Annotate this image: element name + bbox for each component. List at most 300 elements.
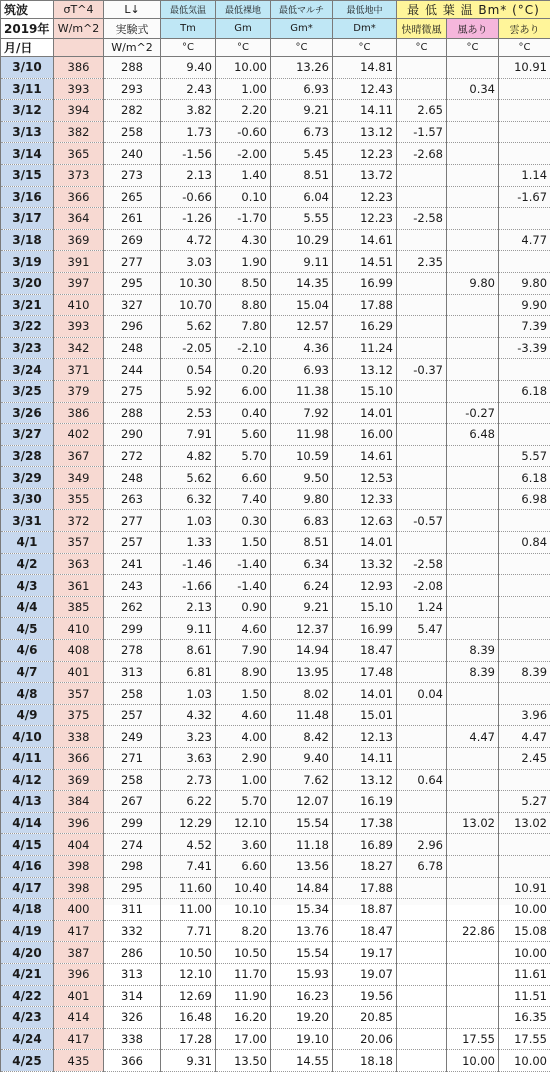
- leaf-clear-calm-cell: 6.78: [397, 855, 447, 877]
- longwave-cell: 272: [104, 445, 161, 467]
- header-l-unit: W/m^2: [104, 39, 161, 57]
- leaf-cloudy-cell: [499, 100, 550, 122]
- min-air-temp-cell: 8.61: [161, 640, 216, 662]
- longwave-cell: 296: [104, 316, 161, 338]
- leaf-windy-cell: [447, 467, 499, 489]
- longwave-cell: 327: [104, 294, 161, 316]
- min-air-temp-cell: -1.56: [161, 143, 216, 165]
- min-bare-ground-cell: 1.50: [216, 532, 271, 554]
- table-row: [1, 510, 550, 532]
- min-underground-cell: 16.19: [333, 791, 397, 813]
- min-mulch-cell: 9.21: [271, 100, 333, 122]
- leaf-cloudy-cell: 8.39: [499, 661, 550, 683]
- date-cell: 3/19: [1, 251, 54, 273]
- min-underground-cell: 12.63: [333, 510, 397, 532]
- min-mulch-cell: 8.42: [271, 726, 333, 748]
- leaf-cloudy-cell: [499, 143, 550, 165]
- min-bare-ground-cell: 4.30: [216, 229, 271, 251]
- longwave-cell: 258: [104, 121, 161, 143]
- leaf-cloudy-cell: 4.47: [499, 726, 550, 748]
- leaf-clear-calm-cell: -2.08: [397, 575, 447, 597]
- table-row: [1, 1050, 550, 1072]
- min-mulch-cell: 9.11: [271, 251, 333, 273]
- leaf-clear-calm-cell: [397, 920, 447, 942]
- leaf-clear-calm-cell: [397, 877, 447, 899]
- date-cell: 3/27: [1, 424, 54, 446]
- min-air-temp-cell: 1.73: [161, 121, 216, 143]
- leaf-clear-calm-cell: [397, 424, 447, 446]
- longwave-cell: 326: [104, 1007, 161, 1029]
- leaf-clear-calm-cell: [397, 748, 447, 770]
- min-air-temp-cell: 2.73: [161, 769, 216, 791]
- date-cell: 4/25: [1, 1050, 54, 1072]
- min-bare-ground-cell: 8.50: [216, 272, 271, 294]
- min-mulch-cell: 11.48: [271, 704, 333, 726]
- leaf-windy-cell: [447, 380, 499, 402]
- table-row: [1, 251, 550, 273]
- table-row: [1, 661, 550, 683]
- leaf-clear-calm-cell: [397, 467, 447, 489]
- leaf-cloudy-cell: 6.18: [499, 380, 550, 402]
- header-min-mulch: 最低マルチ: [271, 1, 333, 19]
- leaf-clear-calm-cell: -2.68: [397, 143, 447, 165]
- sigma-t4-cell: 401: [54, 661, 104, 683]
- date-cell: 3/21: [1, 294, 54, 316]
- min-bare-ground-cell: 3.60: [216, 834, 271, 856]
- longwave-cell: 299: [104, 812, 161, 834]
- leaf-windy-cell: [447, 704, 499, 726]
- table-row: [1, 748, 550, 770]
- leaf-cloudy-cell: [499, 121, 550, 143]
- table-row: [1, 272, 550, 294]
- leaf-clear-calm-cell: [397, 532, 447, 554]
- table-row: [1, 532, 550, 554]
- unit-tm: °C: [161, 39, 216, 57]
- min-air-temp-cell: 11.00: [161, 899, 216, 921]
- min-underground-cell: 14.61: [333, 445, 397, 467]
- leaf-windy-cell: [447, 942, 499, 964]
- table-body: [1, 57, 550, 1072]
- leaf-windy-cell: 10.00: [447, 1050, 499, 1072]
- leaf-clear-calm-cell: 2.65: [397, 100, 447, 122]
- min-air-temp-cell: 9.40: [161, 57, 216, 79]
- min-underground-cell: 18.47: [333, 920, 397, 942]
- leaf-clear-calm-cell: -0.37: [397, 359, 447, 381]
- leaf-windy-cell: [447, 294, 499, 316]
- min-air-temp-cell: 3.03: [161, 251, 216, 273]
- min-mulch-cell: 13.76: [271, 920, 333, 942]
- leaf-windy-cell: [447, 877, 499, 899]
- min-mulch-cell: 5.55: [271, 208, 333, 230]
- sigma-t4-cell: 363: [54, 553, 104, 575]
- min-mulch-cell: 10.59: [271, 445, 333, 467]
- min-mulch-cell: 10.29: [271, 229, 333, 251]
- leaf-windy-cell: [447, 143, 499, 165]
- min-mulch-cell: 9.50: [271, 467, 333, 489]
- sigma-t4-cell: 400: [54, 899, 104, 921]
- sigma-t4-cell: 369: [54, 229, 104, 251]
- longwave-cell: 295: [104, 272, 161, 294]
- sigma-t4-cell: 369: [54, 769, 104, 791]
- min-bare-ground-cell: 1.00: [216, 78, 271, 100]
- table-row: [1, 186, 550, 208]
- min-underground-cell: 14.11: [333, 100, 397, 122]
- leaf-clear-calm-cell: [397, 272, 447, 294]
- min-air-temp-cell: -2.05: [161, 337, 216, 359]
- min-bare-ground-cell: -1.40: [216, 553, 271, 575]
- sigma-t4-cell: 364: [54, 208, 104, 230]
- longwave-cell: 269: [104, 229, 161, 251]
- leaf-clear-calm-cell: [397, 380, 447, 402]
- min-air-temp-cell: 10.70: [161, 294, 216, 316]
- min-underground-cell: 15.10: [333, 596, 397, 618]
- min-mulch-cell: 19.10: [271, 1028, 333, 1050]
- leaf-cloudy-cell: [499, 510, 550, 532]
- leaf-windy-cell: [447, 532, 499, 554]
- date-cell: 4/12: [1, 769, 54, 791]
- min-air-temp-cell: 2.13: [161, 164, 216, 186]
- header-windy: 風あり: [447, 19, 499, 39]
- sigma-t4-cell: 393: [54, 78, 104, 100]
- date-cell: 4/19: [1, 920, 54, 942]
- longwave-cell: 277: [104, 510, 161, 532]
- longwave-cell: 311: [104, 899, 161, 921]
- header-min-underground: 最低地中: [333, 1, 397, 19]
- leaf-clear-calm-cell: [397, 445, 447, 467]
- leaf-windy-cell: [447, 57, 499, 79]
- min-mulch-cell: 12.37: [271, 618, 333, 640]
- table-row: [1, 57, 550, 79]
- table-row: [1, 78, 550, 100]
- leaf-cloudy-cell: 11.51: [499, 985, 550, 1007]
- date-cell: 3/10: [1, 57, 54, 79]
- date-cell: 4/22: [1, 985, 54, 1007]
- sigma-t4-cell: 361: [54, 575, 104, 597]
- leaf-windy-cell: 6.48: [447, 424, 499, 446]
- sigma-t4-cell: 408: [54, 640, 104, 662]
- table-row: [1, 618, 550, 640]
- min-underground-cell: 17.88: [333, 294, 397, 316]
- leaf-clear-calm-cell: [397, 78, 447, 100]
- min-bare-ground-cell: 8.80: [216, 294, 271, 316]
- sigma-t4-cell: 386: [54, 402, 104, 424]
- date-cell: 3/28: [1, 445, 54, 467]
- table-row: [1, 380, 550, 402]
- min-air-temp-cell: -0.66: [161, 186, 216, 208]
- min-underground-cell: 13.72: [333, 164, 397, 186]
- longwave-cell: 258: [104, 769, 161, 791]
- date-cell: 3/25: [1, 380, 54, 402]
- leaf-clear-calm-cell: [397, 316, 447, 338]
- min-mulch-cell: 5.45: [271, 143, 333, 165]
- header-sigma-blank: [54, 39, 104, 57]
- table-row: [1, 704, 550, 726]
- min-mulch-cell: 8.51: [271, 164, 333, 186]
- leaf-clear-calm-cell: [397, 164, 447, 186]
- table-row: [1, 920, 550, 942]
- min-air-temp-cell: 10.50: [161, 942, 216, 964]
- leaf-clear-calm-cell: [397, 899, 447, 921]
- min-air-temp-cell: 12.29: [161, 812, 216, 834]
- header-sigma-symbol: σT^4: [54, 1, 104, 19]
- min-bare-ground-cell: 5.70: [216, 445, 271, 467]
- date-cell: 3/30: [1, 488, 54, 510]
- date-cell: 4/17: [1, 877, 54, 899]
- sigma-t4-cell: 357: [54, 532, 104, 554]
- leaf-cloudy-cell: [499, 683, 550, 705]
- min-mulch-cell: 13.56: [271, 855, 333, 877]
- leaf-cloudy-cell: 3.96: [499, 704, 550, 726]
- sigma-t4-cell: 414: [54, 1007, 104, 1029]
- leaf-clear-calm-cell: -2.58: [397, 208, 447, 230]
- table-row: [1, 445, 550, 467]
- min-underground-cell: 12.33: [333, 488, 397, 510]
- date-cell: 4/11: [1, 748, 54, 770]
- min-bare-ground-cell: 11.70: [216, 963, 271, 985]
- leaf-clear-calm-cell: [397, 1007, 447, 1029]
- min-underground-cell: 17.88: [333, 877, 397, 899]
- min-underground-cell: 13.12: [333, 359, 397, 381]
- table-row: [1, 596, 550, 618]
- min-bare-ground-cell: -0.60: [216, 121, 271, 143]
- leaf-clear-calm-cell: [397, 337, 447, 359]
- leaf-windy-cell: [447, 618, 499, 640]
- leaf-cloudy-cell: [499, 596, 550, 618]
- min-air-temp-cell: 3.63: [161, 748, 216, 770]
- min-mulch-cell: 12.57: [271, 316, 333, 338]
- header-min-leaf-temp: 最 低 葉 温 Bm* (°C): [397, 1, 550, 19]
- table-header: [1, 1, 550, 57]
- leaf-cloudy-cell: [499, 402, 550, 424]
- table-row: [1, 229, 550, 251]
- min-air-temp-cell: 2.13: [161, 596, 216, 618]
- leaf-windy-cell: [447, 553, 499, 575]
- longwave-cell: 262: [104, 596, 161, 618]
- leaf-clear-calm-cell: [397, 791, 447, 813]
- leaf-cloudy-cell: 5.57: [499, 445, 550, 467]
- min-mulch-cell: 14.55: [271, 1050, 333, 1072]
- leaf-windy-cell: [447, 510, 499, 532]
- date-cell: 4/21: [1, 963, 54, 985]
- sigma-t4-cell: 355: [54, 488, 104, 510]
- leaf-clear-calm-cell: [397, 942, 447, 964]
- min-underground-cell: 19.07: [333, 963, 397, 985]
- min-air-temp-cell: 12.69: [161, 985, 216, 1007]
- sigma-t4-cell: 349: [54, 467, 104, 489]
- leaf-windy-cell: [447, 596, 499, 618]
- header-dm-symbol: Dm*: [333, 19, 397, 39]
- leaf-cloudy-cell: 1.14: [499, 164, 550, 186]
- longwave-cell: 338: [104, 1028, 161, 1050]
- leaf-windy-cell: [447, 251, 499, 273]
- table-row: [1, 100, 550, 122]
- leaf-cloudy-cell: [499, 251, 550, 273]
- sigma-t4-cell: 365: [54, 143, 104, 165]
- date-cell: 4/4: [1, 596, 54, 618]
- min-underground-cell: 19.56: [333, 985, 397, 1007]
- min-air-temp-cell: -1.66: [161, 575, 216, 597]
- leaf-clear-calm-cell: 1.24: [397, 596, 447, 618]
- leaf-cloudy-cell: [499, 855, 550, 877]
- sigma-t4-cell: 401: [54, 985, 104, 1007]
- min-air-temp-cell: -1.26: [161, 208, 216, 230]
- sigma-t4-cell: 342: [54, 337, 104, 359]
- longwave-cell: 267: [104, 791, 161, 813]
- min-air-temp-cell: 1.03: [161, 510, 216, 532]
- leaf-windy-cell: [447, 963, 499, 985]
- date-cell: 4/9: [1, 704, 54, 726]
- leaf-clear-calm-cell: [397, 488, 447, 510]
- header-month-day: 月/日: [1, 39, 54, 57]
- min-bare-ground-cell: -2.10: [216, 337, 271, 359]
- min-mulch-cell: 14.35: [271, 272, 333, 294]
- min-air-temp-cell: 5.62: [161, 316, 216, 338]
- leaf-windy-cell: [447, 359, 499, 381]
- longwave-cell: 298: [104, 855, 161, 877]
- longwave-cell: 277: [104, 251, 161, 273]
- leaf-windy-cell: [447, 985, 499, 1007]
- date-cell: 4/23: [1, 1007, 54, 1029]
- sigma-t4-cell: 372: [54, 510, 104, 532]
- table-row: [1, 812, 550, 834]
- sigma-t4-cell: 387: [54, 942, 104, 964]
- date-cell: 4/18: [1, 899, 54, 921]
- min-air-temp-cell: 2.53: [161, 402, 216, 424]
- min-bare-ground-cell: 10.40: [216, 877, 271, 899]
- table-row: [1, 834, 550, 856]
- leaf-windy-cell: 13.02: [447, 812, 499, 834]
- leaf-clear-calm-cell: 2.96: [397, 834, 447, 856]
- min-bare-ground-cell: 10.10: [216, 899, 271, 921]
- date-cell: 3/17: [1, 208, 54, 230]
- leaf-windy-cell: 17.55: [447, 1028, 499, 1050]
- table-row: [1, 575, 550, 597]
- leaf-windy-cell: [447, 769, 499, 791]
- longwave-cell: 295: [104, 877, 161, 899]
- min-underground-cell: 13.12: [333, 121, 397, 143]
- min-mulch-cell: 6.73: [271, 121, 333, 143]
- min-mulch-cell: 9.40: [271, 748, 333, 770]
- leaf-windy-cell: [447, 791, 499, 813]
- leaf-cloudy-cell: 10.91: [499, 57, 550, 79]
- header-year: 2019年: [1, 19, 54, 39]
- leaf-cloudy-cell: [499, 208, 550, 230]
- min-air-temp-cell: 2.43: [161, 78, 216, 100]
- sigma-t4-cell: 396: [54, 812, 104, 834]
- min-mulch-cell: 7.92: [271, 402, 333, 424]
- min-underground-cell: 12.23: [333, 186, 397, 208]
- longwave-cell: 299: [104, 618, 161, 640]
- leaf-cloudy-cell: -1.67: [499, 186, 550, 208]
- longwave-cell: 288: [104, 402, 161, 424]
- leaf-clear-calm-cell: [397, 402, 447, 424]
- longwave-cell: 290: [104, 424, 161, 446]
- sigma-t4-cell: 394: [54, 100, 104, 122]
- min-underground-cell: 13.12: [333, 769, 397, 791]
- min-mulch-cell: 11.98: [271, 424, 333, 446]
- min-mulch-cell: 8.02: [271, 683, 333, 705]
- min-mulch-cell: 15.93: [271, 963, 333, 985]
- min-air-temp-cell: 1.33: [161, 532, 216, 554]
- min-air-temp-cell: 10.30: [161, 272, 216, 294]
- date-cell: 4/3: [1, 575, 54, 597]
- leaf-clear-calm-cell: [397, 229, 447, 251]
- min-bare-ground-cell: 10.00: [216, 57, 271, 79]
- sigma-t4-cell: 366: [54, 748, 104, 770]
- date-cell: 3/13: [1, 121, 54, 143]
- min-mulch-cell: 15.54: [271, 812, 333, 834]
- leaf-windy-cell: [447, 855, 499, 877]
- min-mulch-cell: 15.34: [271, 899, 333, 921]
- leaf-clear-calm-cell: 0.04: [397, 683, 447, 705]
- leaf-clear-calm-cell: 2.35: [397, 251, 447, 273]
- min-air-temp-cell: 12.10: [161, 963, 216, 985]
- leaf-cloudy-cell: 15.08: [499, 920, 550, 942]
- leaf-windy-cell: [447, 899, 499, 921]
- unit-gms: °C: [271, 39, 333, 57]
- min-mulch-cell: 6.93: [271, 78, 333, 100]
- date-cell: 4/10: [1, 726, 54, 748]
- min-mulch-cell: 8.51: [271, 532, 333, 554]
- min-mulch-cell: 6.83: [271, 510, 333, 532]
- date-cell: 4/1: [1, 532, 54, 554]
- table-row: [1, 143, 550, 165]
- leaf-cloudy-cell: [499, 424, 550, 446]
- longwave-cell: 263: [104, 488, 161, 510]
- leaf-windy-cell: [447, 445, 499, 467]
- min-mulch-cell: 11.38: [271, 380, 333, 402]
- min-bare-ground-cell: 0.10: [216, 186, 271, 208]
- table-row: [1, 337, 550, 359]
- longwave-cell: 282: [104, 100, 161, 122]
- longwave-cell: 288: [104, 57, 161, 79]
- min-underground-cell: 14.01: [333, 532, 397, 554]
- longwave-cell: 278: [104, 640, 161, 662]
- min-underground-cell: 14.11: [333, 748, 397, 770]
- longwave-cell: 248: [104, 467, 161, 489]
- min-underground-cell: 12.93: [333, 575, 397, 597]
- leaf-clear-calm-cell: [397, 57, 447, 79]
- leaf-clear-calm-cell: -0.57: [397, 510, 447, 532]
- min-air-temp-cell: 4.52: [161, 834, 216, 856]
- header-clear-calm: 快晴微風: [397, 19, 447, 39]
- min-mulch-cell: 13.95: [271, 661, 333, 683]
- longwave-cell: 257: [104, 704, 161, 726]
- min-air-temp-cell: 9.31: [161, 1050, 216, 1072]
- min-bare-ground-cell: 16.20: [216, 1007, 271, 1029]
- min-bare-ground-cell: 17.00: [216, 1028, 271, 1050]
- sigma-t4-cell: 338: [54, 726, 104, 748]
- min-bare-ground-cell: 1.40: [216, 164, 271, 186]
- min-mulch-cell: 14.84: [271, 877, 333, 899]
- min-underground-cell: 12.13: [333, 726, 397, 748]
- date-cell: 3/26: [1, 402, 54, 424]
- min-underground-cell: 16.29: [333, 316, 397, 338]
- longwave-cell: 271: [104, 748, 161, 770]
- min-mulch-cell: 19.20: [271, 1007, 333, 1029]
- leaf-cloudy-cell: 5.27: [499, 791, 550, 813]
- min-underground-cell: 13.32: [333, 553, 397, 575]
- sigma-t4-cell: 385: [54, 596, 104, 618]
- min-bare-ground-cell: -1.70: [216, 208, 271, 230]
- sigma-t4-cell: 371: [54, 359, 104, 381]
- min-bare-ground-cell: 12.10: [216, 812, 271, 834]
- table-row: [1, 402, 550, 424]
- date-cell: 3/15: [1, 164, 54, 186]
- leaf-clear-calm-cell: [397, 963, 447, 985]
- header-l-method: 実験式: [104, 19, 161, 39]
- leaf-cloudy-cell: 9.80: [499, 272, 550, 294]
